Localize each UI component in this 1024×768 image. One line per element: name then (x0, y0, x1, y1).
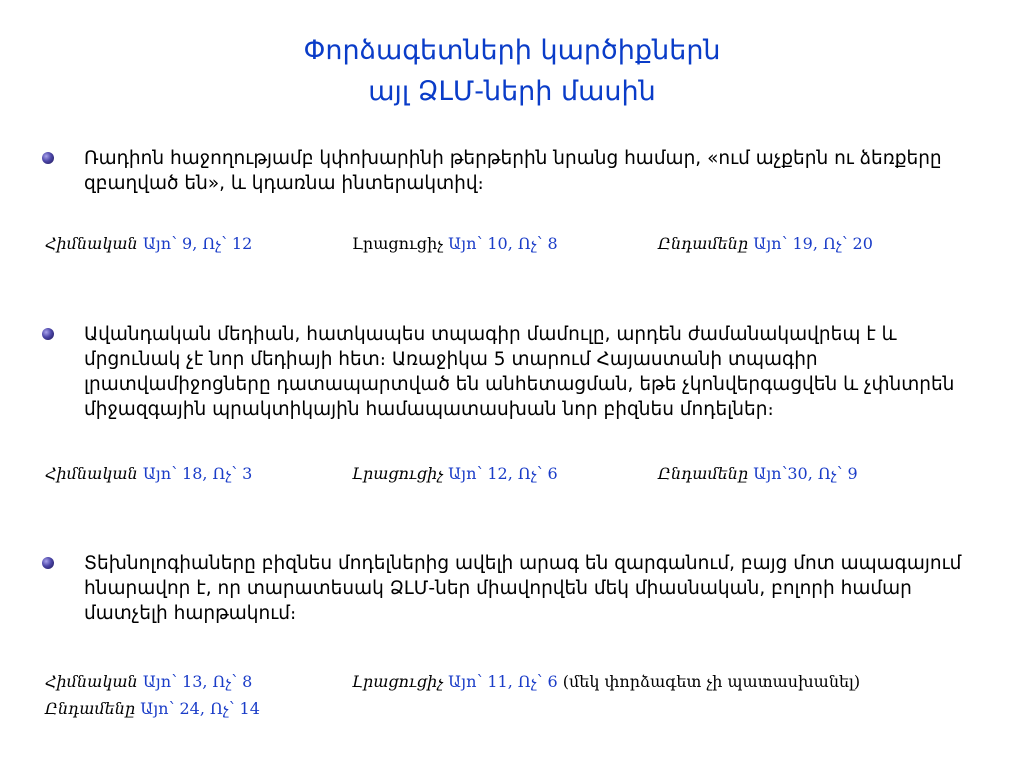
votes-3-main (45, 670, 252, 694)
vote-label: Ընդամենը (658, 464, 749, 483)
votes-2-main (45, 462, 252, 486)
bullet-icon (42, 328, 54, 340)
vote-label: Ընդամենը (45, 699, 136, 718)
votes-1-main (45, 232, 252, 256)
vote-note: (մեկ փորձագետ չի պատասխանել) (562, 672, 861, 691)
votes-1-extra (352, 232, 558, 256)
vote-value: Այո՝30, Ոչ՝ 9 (753, 464, 858, 483)
vote-label: Ընդամենը (658, 234, 749, 253)
vote-value: Այո՝ 11, Ոչ՝ 6 (448, 672, 558, 691)
vote-value: Այո՝ 9, Ոչ՝ 12 (142, 234, 253, 253)
vote-label: Հիմնական (45, 234, 138, 253)
vote-value: Այո՝ 13, Ոչ՝ 8 (142, 672, 253, 691)
bullet-text-2: Ավանդական մեդիան, հատկապես տպագիր մամուլը, արդեն ժամանակավրեպ է և մրցունակ չէ նոր մեդիայի հետ։ Առաջիկա 5 տարում Հայաստանի տպագիր լրատվամիջոցները դատապարտված են անհետացման, եթե չկոնվերգացվեն և չփնտրեն միջազգային պրակտիկային համապատասխան նոր բիզնես մոդելներ։ (84, 324, 955, 420)
votes-2-total (658, 462, 858, 486)
vote-value: Այո՝ 12, Ոչ՝ 6 (448, 464, 558, 483)
votes-2-extra (352, 462, 558, 486)
bullet-text-1: Ռադիոն հաջողությամբ կփոխարինի թերթերին նրանց համար, «ում աչքերն ու ձեռքերը զբաղված են», և կդառնա ինտերակտիվ։ (84, 148, 942, 194)
bullet-icon (42, 557, 54, 569)
title-line-1: Փորձագետների կարծիքներն (303, 35, 721, 66)
vote-value: Այո՝ 24, Ոչ՝ 14 (140, 699, 260, 718)
vote-value: Այո՝ 10, Ոչ՝ 8 (448, 234, 558, 253)
slide-title (0, 30, 1024, 112)
vote-label: Լրացուցիչ (352, 672, 444, 691)
vote-label: Հիմնական (45, 672, 138, 691)
votes-3-extra (352, 670, 860, 694)
vote-value: Այո՝ 19, Ոչ՝ 20 (753, 234, 873, 253)
bullet-item-3 (42, 551, 982, 626)
vote-label: Լրացուցիչ (352, 234, 444, 253)
bullet-item-1 (42, 146, 982, 196)
title-line-2: այլ ՁԼՄ-ների մասին (368, 76, 656, 107)
vote-label: Հիմնական (45, 464, 138, 483)
vote-value: Այո՝ 18, Ոչ՝ 3 (142, 464, 253, 483)
votes-3-total (45, 697, 260, 721)
bullet-text-3: Տեխնոլոգիաները բիզնես մոդելներից ավելի արագ են զարգանում, բայց մոտ ապագայում հնարավոր է, որ տարատեսակ ՁԼՄ-ներ միավորվեն մեկ միասնական, բոլորի համար մատչելի հարթակում։ (84, 553, 962, 624)
votes-1-total (658, 232, 873, 256)
bullet-icon (42, 152, 54, 164)
bullet-item-2 (42, 322, 982, 422)
vote-label: Լրացուցիչ (352, 464, 444, 483)
